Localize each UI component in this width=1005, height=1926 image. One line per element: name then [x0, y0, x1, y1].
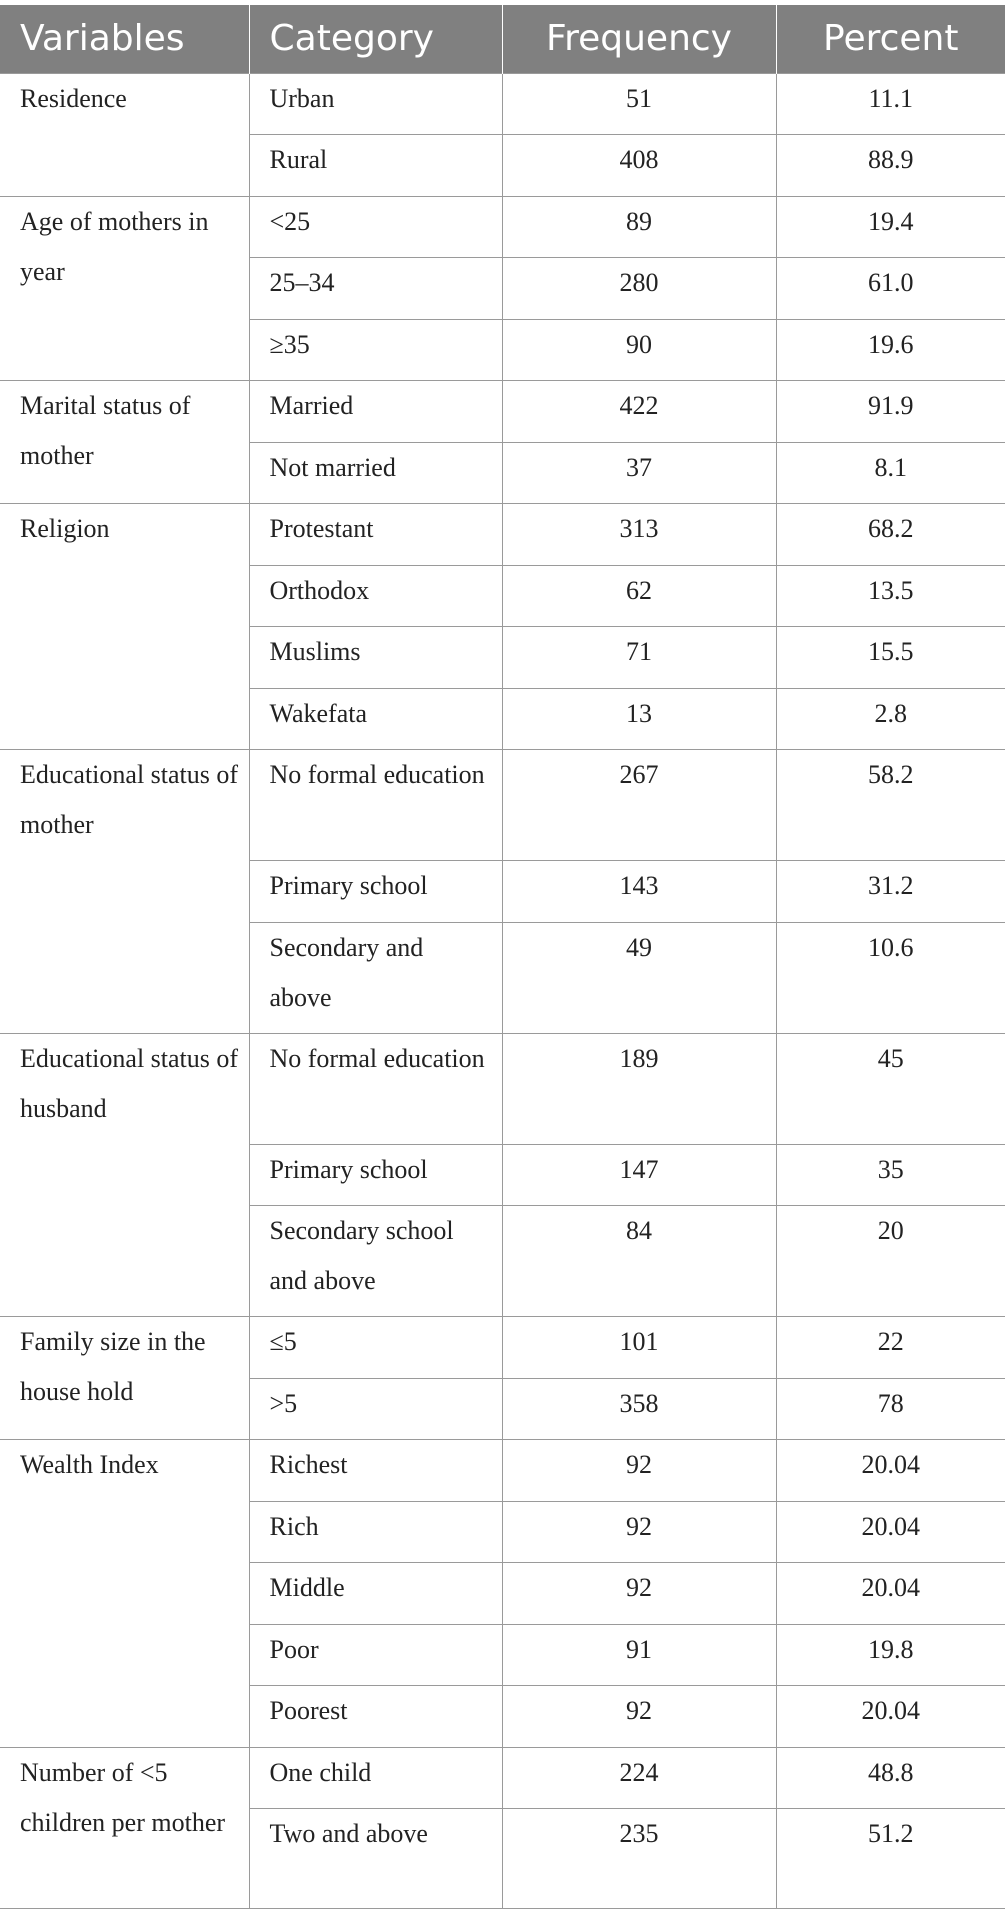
frequency-cell: 71 — [502, 627, 776, 689]
variable-cell: Marital status of mother — [0, 381, 249, 504]
table-row — [0, 196, 1005, 258]
percent-cell: 58.2 — [776, 750, 1005, 861]
category-cell: ≥35 — [249, 319, 502, 381]
frequency-cell: 422 — [502, 381, 776, 443]
category-cell: Primary school — [249, 1144, 502, 1206]
table-row — [0, 73, 1005, 135]
category-cell: No formal education — [249, 750, 502, 861]
variable-cell: Age of mothers in year — [0, 196, 249, 381]
category-cell: Two and above — [249, 1809, 502, 1909]
frequency-cell: 92 — [502, 1501, 776, 1563]
variable-cell: Number of <5 children per mother — [0, 1747, 249, 1909]
category-cell: Secondary and above — [249, 922, 502, 1033]
percent-cell: 2.8 — [776, 688, 1005, 750]
percent-cell: 20 — [776, 1206, 1005, 1317]
category-cell: Wakefata — [249, 688, 502, 750]
header-category: Category — [249, 5, 502, 73]
category-cell: Muslims — [249, 627, 502, 689]
category-cell: Rich — [249, 1501, 502, 1563]
variable-cell: Wealth Index — [0, 1440, 249, 1748]
table-row — [0, 504, 1005, 566]
percent-cell: 11.1 — [776, 73, 1005, 135]
category-cell: Secondary school and above — [249, 1206, 502, 1317]
percent-cell: 20.04 — [776, 1440, 1005, 1502]
percent-cell: 78 — [776, 1378, 1005, 1440]
frequency-cell: 49 — [502, 922, 776, 1033]
category-cell: Urban — [249, 73, 502, 135]
frequency-cell: 92 — [502, 1563, 776, 1625]
category-cell: Primary school — [249, 861, 502, 923]
percent-cell: 22 — [776, 1317, 1005, 1379]
category-cell: Middle — [249, 1563, 502, 1625]
variable-cell: Religion — [0, 504, 249, 750]
frequency-cell: 92 — [502, 1686, 776, 1748]
table-row — [0, 1317, 1005, 1379]
header-frequency: Frequency — [502, 5, 776, 73]
variable-cell: Family size in the house hold — [0, 1317, 249, 1440]
category-cell: Poorest — [249, 1686, 502, 1748]
table-row — [0, 1747, 1005, 1809]
frequency-cell: 51 — [502, 73, 776, 135]
percent-cell: 88.9 — [776, 135, 1005, 197]
frequency-cell: 313 — [502, 504, 776, 566]
percent-cell: 8.1 — [776, 442, 1005, 504]
frequency-cell: 101 — [502, 1317, 776, 1379]
category-cell: ≤5 — [249, 1317, 502, 1379]
variable-cell: Residence — [0, 73, 249, 196]
category-cell: Married — [249, 381, 502, 443]
variable-cell: Educational status of mother — [0, 750, 249, 1034]
percent-cell: 45 — [776, 1033, 1005, 1144]
category-cell: 25–34 — [249, 258, 502, 320]
percent-cell: 20.04 — [776, 1686, 1005, 1748]
category-cell: Poor — [249, 1624, 502, 1686]
table-row — [0, 1440, 1005, 1502]
category-cell: <25 — [249, 196, 502, 258]
percent-cell: 19.8 — [776, 1624, 1005, 1686]
category-cell: >5 — [249, 1378, 502, 1440]
frequency-cell: 224 — [502, 1747, 776, 1809]
frequency-cell: 408 — [502, 135, 776, 197]
percent-cell: 10.6 — [776, 922, 1005, 1033]
category-cell: Protestant — [249, 504, 502, 566]
percent-cell: 61.0 — [776, 258, 1005, 320]
percent-cell: 15.5 — [776, 627, 1005, 689]
frequency-cell: 280 — [502, 258, 776, 320]
header-percent: Percent — [776, 5, 1005, 73]
frequency-cell: 358 — [502, 1378, 776, 1440]
percent-cell: 51.2 — [776, 1809, 1005, 1909]
percent-cell: 19.4 — [776, 196, 1005, 258]
category-cell: No formal education — [249, 1033, 502, 1144]
frequency-cell: 143 — [502, 861, 776, 923]
table-header — [0, 5, 1005, 73]
variable-cell: Educational status of husband — [0, 1033, 249, 1317]
data-table — [0, 5, 1005, 1909]
frequency-cell: 91 — [502, 1624, 776, 1686]
frequency-cell: 90 — [502, 319, 776, 381]
frequency-cell: 189 — [502, 1033, 776, 1144]
frequency-cell: 89 — [502, 196, 776, 258]
frequency-cell: 84 — [502, 1206, 776, 1317]
category-cell: One child — [249, 1747, 502, 1809]
percent-cell: 20.04 — [776, 1501, 1005, 1563]
header-variables: Variables — [0, 5, 249, 73]
frequency-cell: 235 — [502, 1809, 776, 1909]
table-row — [0, 381, 1005, 443]
percent-cell: 91.9 — [776, 381, 1005, 443]
frequency-cell: 92 — [502, 1440, 776, 1502]
table-row — [0, 1033, 1005, 1144]
percent-cell: 19.6 — [776, 319, 1005, 381]
category-cell: Orthodox — [249, 565, 502, 627]
percent-cell: 68.2 — [776, 504, 1005, 566]
frequency-cell: 13 — [502, 688, 776, 750]
frequency-cell: 147 — [502, 1144, 776, 1206]
percent-cell: 35 — [776, 1144, 1005, 1206]
frequency-cell: 267 — [502, 750, 776, 861]
percent-cell: 20.04 — [776, 1563, 1005, 1625]
category-cell: Not married — [249, 442, 502, 504]
table-body — [0, 73, 1005, 1909]
percent-cell: 13.5 — [776, 565, 1005, 627]
frequency-cell: 37 — [502, 442, 776, 504]
frequency-cell: 62 — [502, 565, 776, 627]
category-cell: Rural — [249, 135, 502, 197]
table-row — [0, 750, 1005, 861]
percent-cell: 31.2 — [776, 861, 1005, 923]
category-cell: Richest — [249, 1440, 502, 1502]
percent-cell: 48.8 — [776, 1747, 1005, 1809]
